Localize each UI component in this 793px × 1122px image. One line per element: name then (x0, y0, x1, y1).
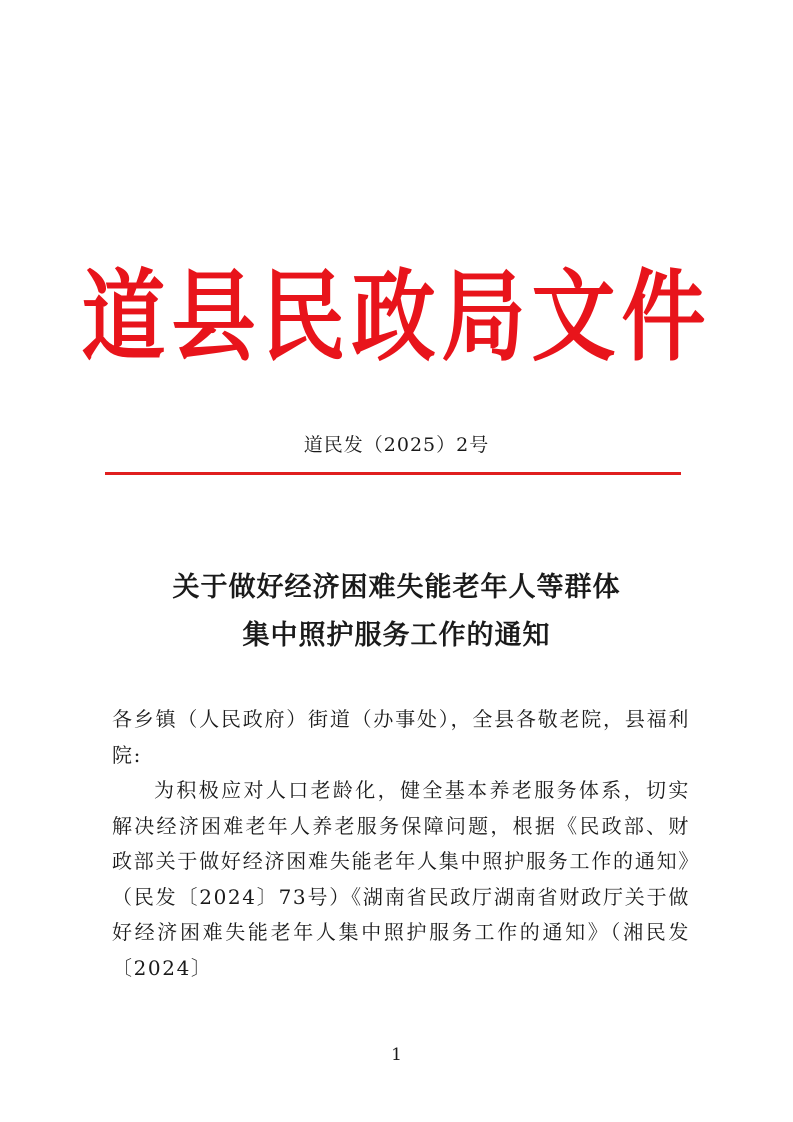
issuer-header: 道县民政局文件 (81, 259, 712, 375)
document-number: 道民发（2025）2号 (303, 434, 490, 456)
red-separator-line (105, 472, 681, 475)
notice-title-line-1: 关于做好经济困难失能老年人等群体 (172, 572, 621, 603)
body-paragraph: 为积极应对人口老龄化，健全基本养老服务体系，切实解决经济困难老年人养老服务保障问题，根据《民政部、财政部关于做好经济困难失能老年人集中照护服务工作的通知》（民发〔2024〕73号）《湖南省民政厅湖南省财政厅关于做好经济困难失能老年人集中照护服务工作的通知》（湘民发〔2024〕 (112, 778, 690, 980)
notice-title-line-2: 集中照护服务工作的通知 (242, 620, 551, 651)
page-number: 1 (391, 1045, 402, 1065)
notice-body (112, 702, 690, 986)
salutation: 各乡镇（人民政府）街道（办事处），全县各敬老院，县福利院: (112, 707, 690, 767)
